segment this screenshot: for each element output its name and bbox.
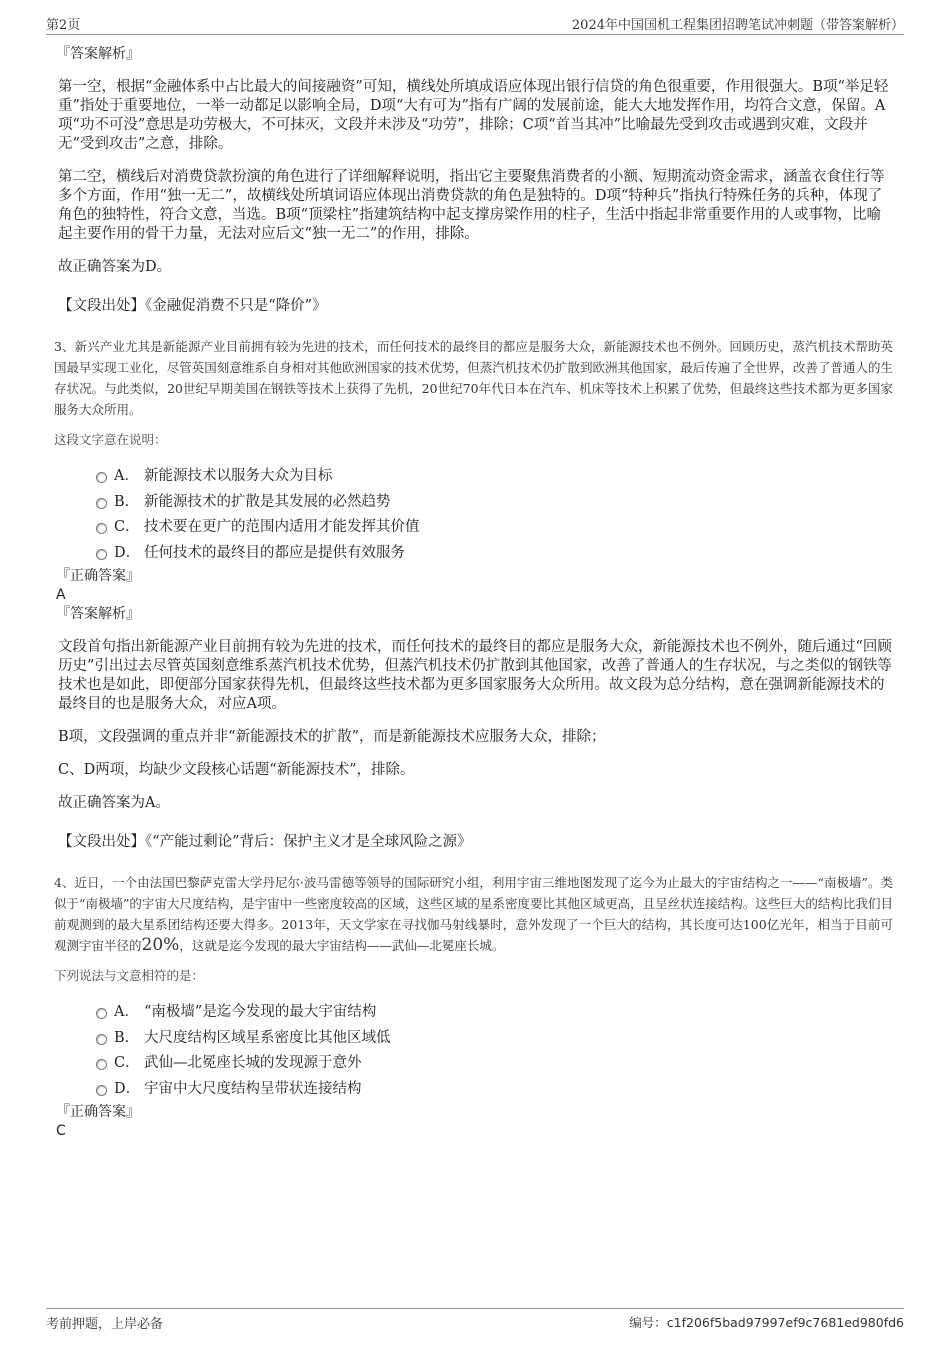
option-letter: C．: [114, 1055, 140, 1071]
option-d[interactable]: [58, 541, 893, 567]
radio-button-icon[interactable]: [96, 1008, 107, 1019]
analysis-paragraph: 第一空，根据“金融体系中占比最大的间接融资”可知，横线处所填成语应体现出银行信贷的角色很重要，作用很强大。B项“举足轻重”指处于重要地位，一举一动都足以影响全局，D项“大有可为”指有广阔的发展前途，能大大地发挥作用，均符合文意，保留。A项“功不可没”意思是功劳极大，不可抹灭，文段并未涉及“功劳”，排除；C项“首当其冲”比喻最先受到攻击或遇到灾难，文段并无“受到攻击”之意，排除。: [58, 79, 889, 152]
question-4-prompt: 下列说法与文意相符的是：: [54, 968, 205, 983]
analysis-label: 『答案解析』: [56, 46, 140, 62]
analysis-paragraph: C、D两项，均缺少文段核心话题“新能源技术”，排除。: [58, 762, 415, 778]
question-3-options: [58, 464, 893, 566]
option-text: 新能源技术以服务大众为目标: [144, 468, 333, 484]
option-text: 新能源技术的扩散是其发展的必然趋势: [144, 493, 391, 510]
correct-answer-label: 『正确答案』: [56, 1104, 140, 1120]
analysis-paragraph: B项，文段强调的重点并非“新能源技术的扩散”，而是新能源技术应服务大众，排除；: [58, 729, 606, 745]
document-body: [54, 44, 893, 1140]
page-footer: [46, 1308, 904, 1333]
source-citation: 【文段出处】《“产能过剩论”背后：保护主义才是全球风险之源》: [58, 834, 472, 850]
option-b[interactable]: [58, 1026, 893, 1052]
radio-button-icon[interactable]: [96, 1059, 107, 1070]
document-id: 编号：c1f206f5bad97997ef9c7681ed980fd6: [629, 1315, 904, 1330]
radio-button-icon[interactable]: [96, 498, 107, 509]
radio-button-icon[interactable]: [96, 1034, 107, 1045]
question-4-text: [54, 872, 893, 956]
option-text: 武仙—北冕座长城的发现源于意外: [144, 1055, 362, 1071]
option-text: 技术要在更广的范围内适用才能发挥其价值: [144, 519, 420, 535]
percent-value: 20%: [141, 935, 180, 955]
radio-button-icon[interactable]: [96, 472, 107, 483]
option-d[interactable]: [58, 1077, 893, 1103]
option-letter: D．: [114, 1080, 141, 1097]
option-letter: B．: [114, 1029, 140, 1046]
footer-slogan: 考前押题，上岸必备: [46, 1317, 164, 1332]
option-letter: D．: [114, 544, 141, 561]
option-text: 宇宙中大尺度结构呈带状连接结构: [144, 1080, 362, 1097]
option-b[interactable]: [58, 490, 893, 516]
option-letter: B．: [114, 493, 140, 510]
question-4-text-part1: 4、近日，一个由法国巴黎萨克雷大学丹尼尔·波马雷德等领导的国际研究小组，利用宇宙三维地图发现了迄今为止最大的宇宙结构之一——“南极墙”。类似于“南极墙”的宇宙大尺度结构，是宇宙中一些密度较高的区域，这些区域的星系密度要比其他区域更高，且呈丝状连接结构。这些巨大的结构比我们目前观测到的最大星系团结构还要大得多。2013年，天文学家在寻找伽马射线暴时，意外发现了一个巨大的结构，其长度可达100亿光年，相当于目前可观测宇宙半径的: [54, 875, 893, 953]
option-letter: A．: [114, 1004, 139, 1020]
question-4-text-part2: ，这就是迄今发现的最大宇宙结构——武仙—北冕座长城。: [179, 938, 505, 953]
question-3-prompt: 这段文字意在说明：: [54, 432, 167, 447]
option-text: 大尺度结构区域星系密度比其他区域低: [144, 1029, 391, 1046]
page-header: [46, 14, 904, 35]
analysis-label: 『答案解析』: [56, 606, 140, 622]
option-a[interactable]: [58, 1000, 893, 1026]
answer-conclusion: 故正确答案为D。: [58, 259, 172, 275]
analysis-paragraph: 文段首句指出新能源产业目前拥有较为先进的技术，而任何技术的最终目的都应是服务大众，新能源技术也不例外，随后通过“回顾历史”引出过去尽管英国刻意维系蒸汽机技术优势，但蒸汽机技术仍扩散到其他国家，改善了普通人的生存状况，与之类似的钢铁等技术也是如此，即便部分国家获得先机，但最终这些技术都为更多国家服务大众所用。故文段为总分结构，意在强调新能源技术的最终目的也是服务大众，对应A项。: [58, 639, 892, 712]
correct-answer: C: [56, 1123, 66, 1139]
question-4-options: [58, 1000, 893, 1102]
page-number: 第2页: [46, 18, 81, 33]
option-c[interactable]: [58, 1051, 893, 1077]
radio-button-icon[interactable]: [96, 549, 107, 560]
radio-button-icon[interactable]: [96, 523, 107, 534]
answer-conclusion: 故正确答案为A。: [58, 795, 170, 811]
option-a[interactable]: [58, 464, 893, 490]
question-3-text: 3、新兴产业尤其是新能源产业目前拥有较为先进的技术，而任何技术的最终目的都应是服务大众，新能源技术也不例外。回顾历史，蒸汽机技术帮助英国最早实现工业化，尽管英国刻意维系自身相对其他欧洲国家的技术优势，但蒸汽机技术仍扩散到欧洲其他国家，最后传遍了全世界，改善了普通人的生存状况。与此类似，20世纪早期美国在钢铁等技术上获得了先机，20世纪70年代日本在汽车、机床等技术上积累了优势，但最终这些技术都为更多国家服务大众所用。: [54, 339, 893, 417]
source-citation: 【文段出处】《金融促消费不只是“降价”》: [58, 298, 327, 314]
option-text: “南极墙”是迄今发现的最大宇宙结构: [144, 1004, 377, 1020]
analysis-paragraph: 第二空，横线后对消费贷款扮演的角色进行了详细解释说明，指出它主要聚焦消费者的小额、短期流动资金需求，涵盖衣食住行等多个方面，作用“独一无二”，故横线处所填词语应体现出消费贷款的角色是独特的。D项“特种兵”指执行特殊任务的兵种，体现了角色的独特性，符合文意，当选。B项“顶梁柱”指建筑结构中起支撑房梁作用的柱子，生活中指起非常重要作用的人或事物，比喻起主要作用的骨干力量，无法对应后文“独一无二”的作用，排除。: [58, 169, 885, 242]
correct-answer: A: [56, 587, 66, 603]
radio-button-icon[interactable]: [96, 1085, 107, 1096]
document-title: 2024年中国国机工程集团招聘笔试冲刺题（带答案解析）: [571, 18, 904, 33]
option-c[interactable]: [58, 515, 893, 541]
option-letter: A．: [114, 468, 139, 484]
correct-answer-label: 『正确答案』: [56, 568, 140, 584]
option-text: 任何技术的最终目的都应是提供有效服务: [144, 544, 405, 561]
option-letter: C．: [114, 519, 140, 535]
